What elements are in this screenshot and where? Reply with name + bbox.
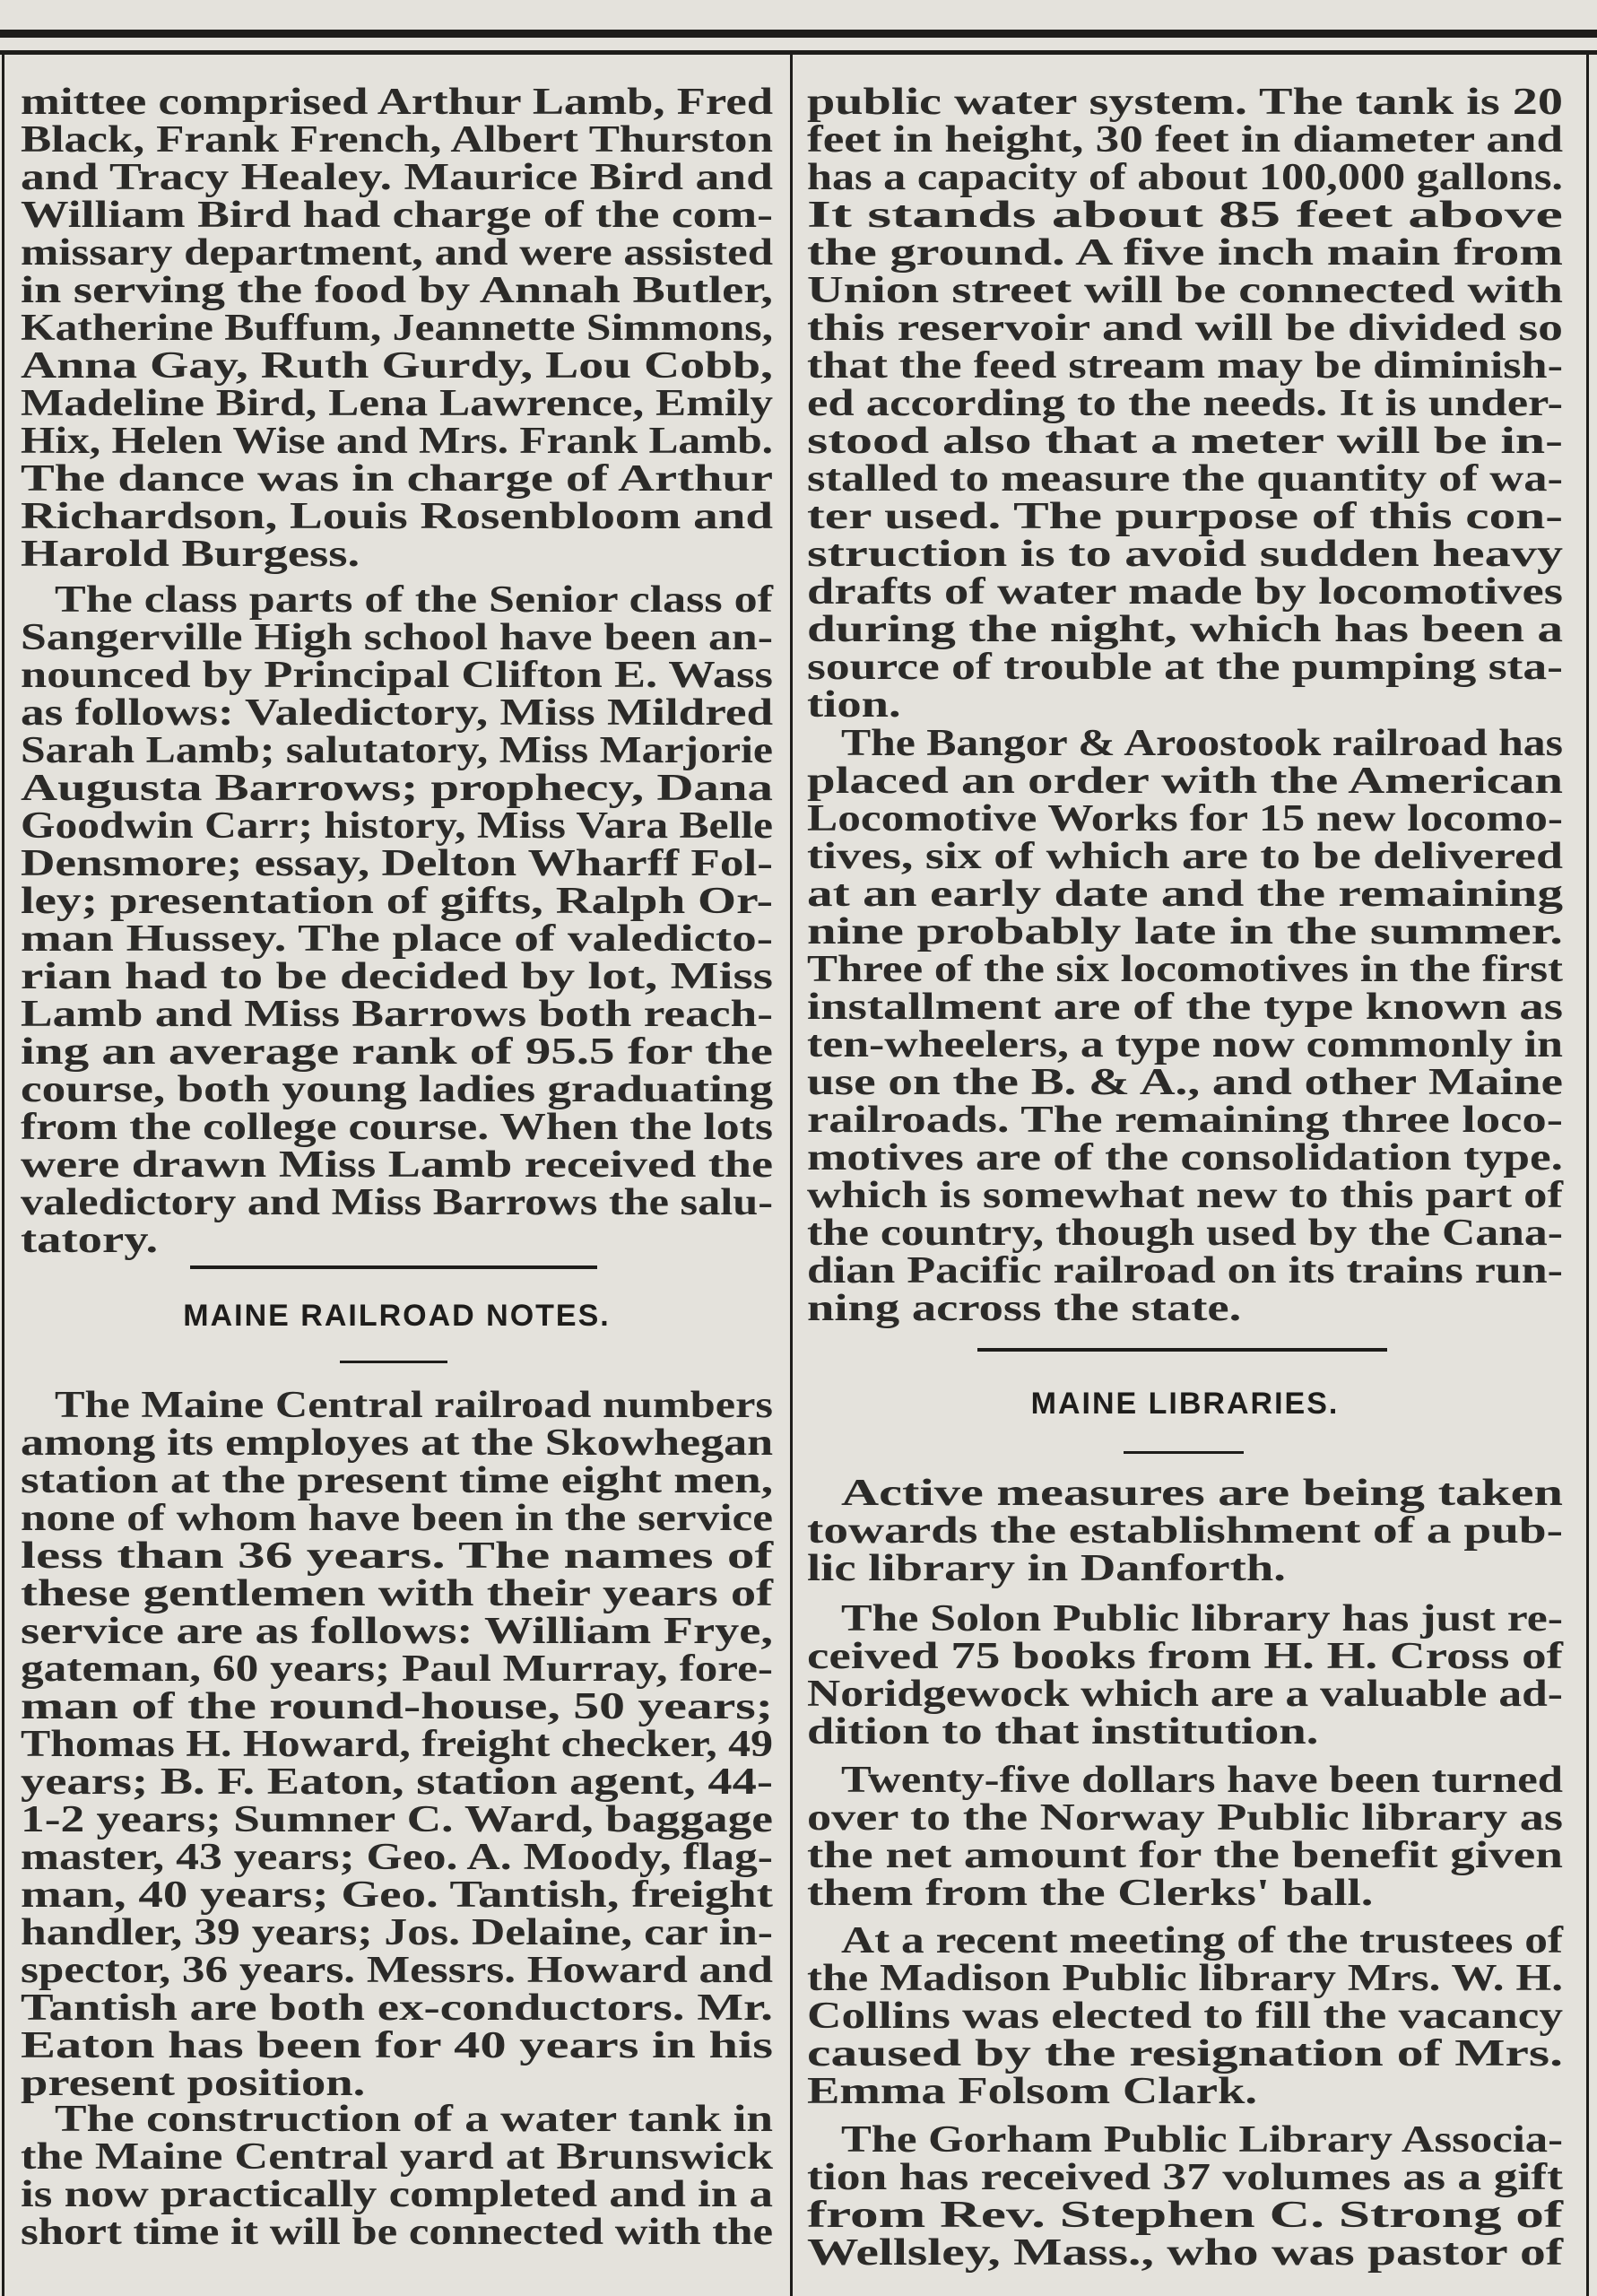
text-line: from Rev. Stephen C. Strong of [807, 2195, 1563, 2236]
text-line: handler, 39 years; Jos. Delaine, car in- [21, 1912, 773, 1953]
text-line: ing an average rank of 95.5 for the [21, 1031, 773, 1073]
text-line: Madeline Bird, Lena Lawrence, Emily [21, 383, 773, 424]
text-line: the Madison Public library Mrs. W. H. [807, 1958, 1563, 1999]
text-line: from the college course. When the lots [21, 1107, 773, 1148]
article-paragraph [21, 1385, 774, 2104]
text-line: ley; presentation of gifts, Ralph Or- [21, 881, 773, 922]
text-line: tatory. [21, 1220, 159, 1261]
text-line: is now practically completed and in a [21, 2174, 773, 2215]
text-line: Emma Folsom Clark. [807, 2071, 1258, 2112]
text-line: Thomas H. Howard, freight checker, 49 [21, 1724, 773, 1765]
section-rule [977, 1348, 1387, 1352]
text-line: this reservoir and will be divided so [807, 308, 1563, 349]
text-line: were drawn Miss Lamb received the [21, 1144, 774, 1186]
text-line: The dance was in charge of Arthur [21, 458, 773, 500]
text-line: Black, Frank French, Albert Thurston [21, 119, 773, 161]
text-line: motives are of the consolidation type. [807, 1137, 1563, 1178]
text-line: The Bangor & Aroostook railroad has [841, 723, 1563, 764]
text-line: Three of the six locomotives in the first [807, 949, 1563, 990]
text-line: spector, 36 years. Messrs. Howard and [21, 1950, 773, 1991]
text-line: valedictory and Miss Barrows the salu- [21, 1182, 773, 1223]
text-line: which is somewhat new to this part of [807, 1175, 1563, 1216]
text-line: the country, though used by the Cana- [807, 1213, 1563, 1254]
text-line: ter used. The purpose of this con- [807, 496, 1563, 537]
text-line: Twenty-five dollars have been turned [841, 1760, 1563, 1801]
text-line: Tantish are both ex-conductors. Mr. [21, 1987, 773, 2029]
text-line: present position. [21, 2063, 366, 2104]
text-line: Sangerville High school have been an- [21, 617, 773, 658]
text-line: short time it will be connected with the [21, 2212, 774, 2253]
article-paragraph [807, 1760, 1563, 1914]
text-line: gateman, 60 years; Paul Murray, fore- [21, 1648, 774, 1690]
text-line: the net amount for the benefit given [807, 1835, 1563, 1876]
text-line: tion has received 37 volumes as a gift [807, 2157, 1563, 2198]
article-paragraph [21, 579, 774, 1261]
text-line: has a capacity of about 100,000 gallons. [807, 157, 1563, 198]
text-line: ed according to the needs. It is under- [807, 383, 1563, 424]
column-divider [790, 54, 793, 2296]
top-thick-rule [0, 30, 1597, 38]
text-line: that the feed stream may be diminish- [807, 345, 1563, 387]
text-line: them from the Clerks' ball. [807, 1873, 1374, 1914]
article-paragraph [807, 2119, 1563, 2274]
text-line: ceived 75 books from H. H. Cross of [807, 1636, 1563, 1677]
text-line: railroads. The remaining three loco- [807, 1100, 1563, 1141]
heading-underline [1124, 1451, 1244, 1454]
text-line: drafts of water made by locomotives [807, 571, 1563, 613]
text-line: missary department, and were assisted [21, 232, 773, 274]
heading-underline [340, 1361, 447, 1363]
text-line: It stands about 85 feet above [807, 195, 1563, 236]
text-line: stood also that a meter will be in- [807, 421, 1563, 462]
text-line: installment are of the type known as [807, 987, 1563, 1028]
text-line: Collins was elected to fill the vacancy [807, 1996, 1563, 2037]
text-line: Densmore; essay, Delton Wharff Fol- [21, 843, 773, 884]
text-line: the ground. A five inch main from [807, 232, 1563, 274]
text-line: Sarah Lamb; salutatory, Miss Marjorie [21, 730, 773, 771]
text-line: public water system. The tank is 20 [807, 82, 1563, 123]
text-line: among its employes at the Skowhegan [21, 1422, 773, 1464]
text-line: man Hussey. The place of valedicto- [21, 918, 773, 960]
text-line: The Solon Public library has just re- [841, 1598, 1563, 1639]
text-line: nounced by Principal Clifton E. Wass [21, 655, 773, 696]
text-line: The Gorham Public Library Associa- [841, 2119, 1563, 2161]
text-line: these gentlemen with their years of [21, 1573, 773, 1614]
text-line: dition to that institution. [807, 1711, 1319, 1752]
section-heading-libraries: MAINE LIBRARIES. [1030, 1387, 1340, 1421]
text-line: rian had to be decided by lot, Miss [21, 956, 773, 997]
text-line: none of whom have been in the service [21, 1498, 773, 1539]
text-line: Noridgewock which are a valuable ad- [807, 1674, 1563, 1715]
text-line: master, 43 years; Geo. A. Moody, flag- [21, 1837, 773, 1878]
text-line: in serving the food by Annah Butler, [21, 270, 773, 311]
text-line: Harold Burgess. [21, 534, 360, 575]
text-line: during the night, which has been a [807, 609, 1563, 650]
text-line: 1-2 years; Sumner C. Ward, baggage [21, 1799, 774, 1840]
article-paragraph [807, 723, 1563, 1329]
text-line: as follows: Valedictory, Miss Mildred [21, 692, 774, 734]
article-paragraph [21, 82, 774, 575]
text-line: nine probably late in the summer. [807, 911, 1563, 952]
text-line: man, 40 years; Geo. Tantish, freight [21, 1874, 773, 1916]
text-line: use on the B. & A., and other Maine [807, 1062, 1563, 1103]
text-line: station at the present time eight men, [21, 1460, 774, 1501]
text-line: source of trouble at the pumping sta- [807, 647, 1563, 688]
left-border-rule [2, 54, 4, 2296]
text-line: ning across the state. [807, 1288, 1242, 1329]
text-line: over to the Norway Public library as [807, 1797, 1563, 1839]
text-line: at an early date and the remaining [807, 874, 1563, 915]
text-line: William Bird had charge of the com- [21, 195, 774, 236]
text-line: Eaton has been for 40 years in his [21, 2025, 773, 2066]
text-line: and Tracy Healey. Maurice Bird and [21, 157, 773, 198]
text-line: tion. [807, 684, 901, 726]
text-line: Hix, Helen Wise and Mrs. Frank Lamb. [21, 421, 773, 462]
text-line: At a recent meeting of the trustees of [841, 1920, 1563, 1961]
text-line: Anna Gay, Ruth Gurdy, Lou Cobb, [21, 345, 773, 387]
text-line: struction is to avoid sudden heavy [807, 534, 1563, 575]
section-heading-railroad: MAINE RAILROAD NOTES. [183, 1299, 611, 1333]
text-line: lic library in Danforth. [807, 1548, 1286, 1589]
text-line: less than 36 years. The names of [21, 1535, 774, 1577]
text-line: Goodwin Carr; history, Miss Vara Belle [21, 805, 773, 847]
text-line: The construction of a water tank in [55, 2099, 773, 2140]
article-paragraph [807, 1920, 1563, 2112]
text-line: mittee comprised Arthur Lamb, Fred [21, 82, 773, 123]
text-line: the Maine Central yard at Brunswick [21, 2136, 773, 2178]
text-line: service are as follows: William Frye, [21, 1611, 773, 1652]
text-line: Union street will be connected with [807, 270, 1563, 311]
section-rule [190, 1265, 597, 1269]
text-line: years; B. F. Eaton, station agent, 44- [21, 1761, 773, 1803]
text-line: The Maine Central railroad numbers [55, 1385, 773, 1426]
right-border-rule [1586, 54, 1589, 2296]
text-line: ten-wheelers, a type now commonly in [807, 1024, 1563, 1065]
text-line: stalled to measure the quantity of wa- [807, 458, 1563, 500]
text-line: dian Pacific railroad on its trains run- [807, 1250, 1563, 1292]
top-thin-rule [0, 50, 1597, 55]
text-line: The class parts of the Senior class of [55, 579, 773, 621]
text-line: Richardson, Louis Rosenbloom and [21, 496, 773, 537]
text-line: Augusta Barrows; prophecy, Dana [21, 768, 773, 809]
article-paragraph [807, 82, 1563, 726]
text-line: Wellsley, Mass., who was pastor of [807, 2232, 1563, 2274]
article-paragraph [807, 1473, 1563, 1589]
text-line: feet in height, 30 feet in diameter and [807, 119, 1563, 161]
text-line: Lamb and Miss Barrows both reach- [21, 994, 773, 1035]
text-line: placed an order with the American [807, 761, 1563, 802]
text-line: Locomotive Works for 15 new locomo- [807, 798, 1563, 839]
article-paragraph [21, 2099, 774, 2253]
text-line: course, both young ladies graduating [21, 1069, 774, 1110]
text-line: man of the round-house, 50 years; [21, 1686, 773, 1727]
text-line: Katherine Buffum, Jeannette Simmons, [21, 308, 773, 349]
text-line: caused by the resignation of Mrs. [807, 2033, 1563, 2074]
text-line: towards the establishment of a pub- [807, 1510, 1563, 1552]
text-line: Active measures are being taken [841, 1473, 1563, 1514]
article-paragraph [807, 1598, 1563, 1752]
text-line: tives, six of which are to be delivered [807, 836, 1563, 877]
